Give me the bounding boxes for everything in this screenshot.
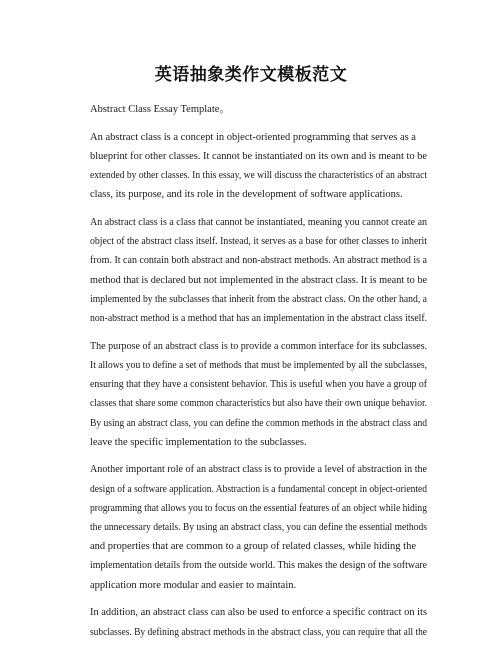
paragraph-line: An abstract class is a class that cannot be instantiated, meaning you cannot create an	[90, 217, 427, 229]
paragraph	[90, 603, 427, 641]
paragraph	[90, 460, 427, 594]
paragraph-line: subclasses. By defining abstract methods in the abstract class, you can require that all the	[90, 626, 427, 638]
paragraph-line: Another important role of an abstract class is to provide a level of abstraction in the	[90, 464, 428, 476]
paragraph-line: It allows you to define a set of methods that must be implemented by all the subclasses,	[90, 359, 428, 371]
paragraph	[90, 128, 427, 205]
paragraph-line: class, its purpose, and its role in the development of software applications.	[90, 189, 403, 201]
paragraph-line: By using an abstract class, you can define the common methods in the abstract class and	[90, 417, 428, 429]
paragraph-line: design of a software application. Abstraction is a fundamental concept in object-oriented	[90, 483, 428, 495]
paragraph-line: blueprint for other classes. It cannot be instantiated on its own and is meant to be	[90, 150, 428, 162]
paragraph-list	[90, 128, 427, 642]
document-body	[90, 100, 427, 650]
paragraph-line: programming that allows you to focus on the essential features of an object while hiding	[90, 502, 427, 514]
page-title: 英语抽象类作文模板范文	[154, 65, 348, 85]
paragraph-line: The purpose of an abstract class is to provide a common interface for its subclasses.	[90, 340, 428, 352]
paragraph-line: the unnecessary details. By using an abstract class, you can define the essential methods	[90, 522, 427, 534]
paragraph-line: from. It can contain both abstract and non-abstract methods. An abstract method is a	[90, 255, 428, 267]
paragraph-line: and properties that are common to a group of related classes, while hiding the	[90, 541, 416, 553]
paragraph-line: ensuring that they have a consistent behavior. This is useful when you have a group of	[90, 379, 428, 391]
paragraph-line: An abstract class is a concept in object-oriented programming that serves as a	[90, 131, 416, 143]
document-subtitle: Abstract Class Essay Template。	[90, 104, 230, 115]
paragraph-line: leave the specific implementation to the subclasses.	[90, 436, 307, 448]
paragraph-line: non-abstract method is a method that has an implementation in the abstract class itself.	[90, 313, 428, 325]
paragraph-line: extended by other classes. In this essay, we will discuss the characteristics of an abstract	[90, 170, 427, 182]
paragraph-line: classes that share some common characteristics but also have their own unique behavior.	[90, 398, 427, 410]
paragraph-line: application more modular and easier to maintain.	[90, 579, 297, 591]
paragraph-line: method that is declared but not implemented in the abstract class. It is meant to be	[90, 274, 428, 286]
paragraph-line: In addition, an abstract class can also be used to enforce a specific contract on its	[90, 607, 427, 619]
paragraph	[90, 337, 427, 452]
paragraph-line: implemented by the subclasses that inherit from the abstract class. On the other hand, a	[90, 293, 427, 305]
paragraph	[90, 213, 427, 328]
paragraph-line: implementation details from the outside world. This makes the design of the software	[90, 560, 428, 572]
paragraph-line: object of the abstract class itself. Instead, it serves as a base for other classes to inherit	[90, 236, 427, 248]
